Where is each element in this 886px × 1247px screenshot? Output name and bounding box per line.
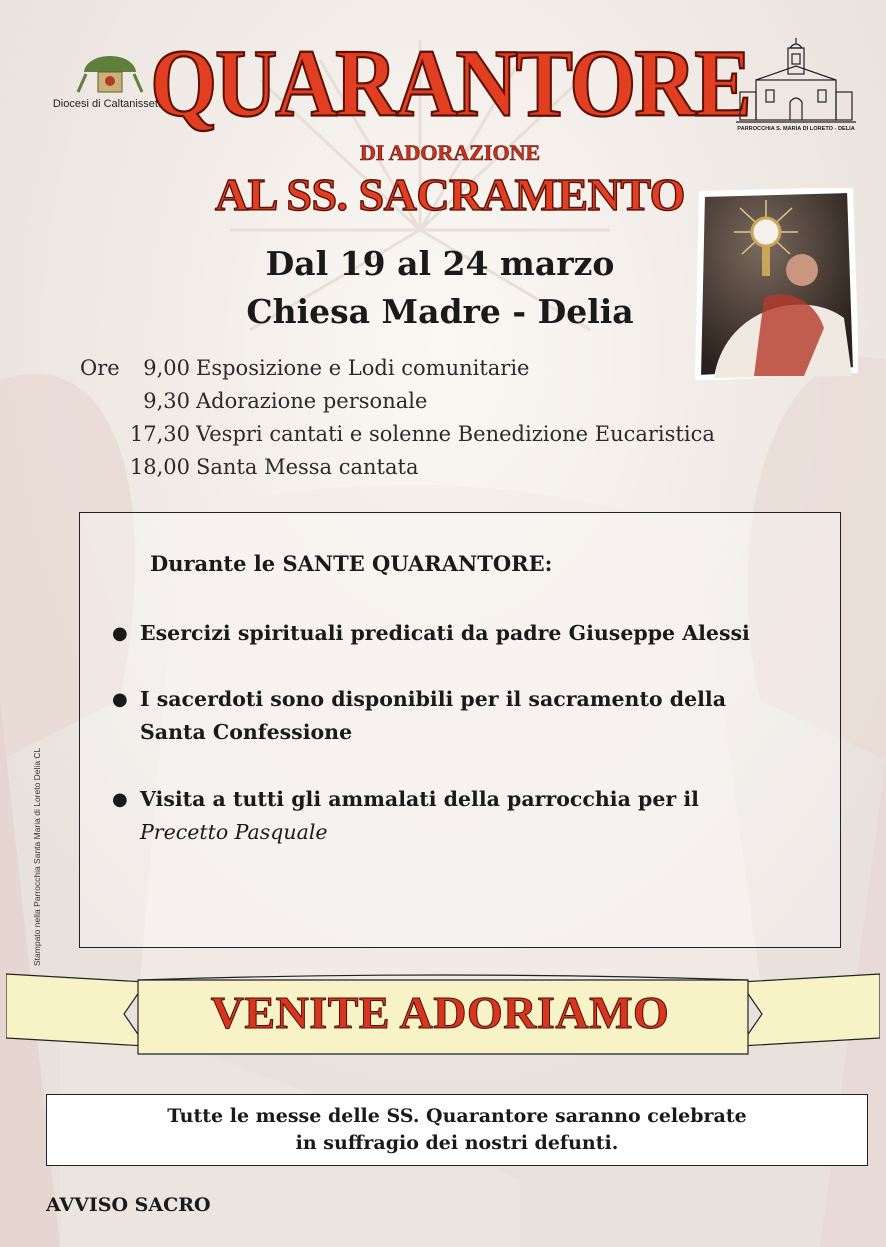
bullet-line: Santa Confessione — [140, 720, 353, 744]
date-range: Dal 19 al 24 marzo — [265, 244, 615, 283]
church-icon — [736, 36, 856, 124]
bullet-icon: ● — [112, 689, 128, 710]
page-title: QUARANTORE — [150, 29, 750, 137]
footer-line: Tutte le messe delle SS. Quarantore saranno celebrate — [167, 1105, 747, 1127]
schedule-row — [80, 418, 840, 451]
schedule-time: 9,30 — [143, 389, 190, 413]
schedule-time: 9,00 — [143, 356, 190, 380]
notice-label: AVVISO SACRO — [46, 1194, 211, 1216]
schedule-desc: Santa Messa cantata — [196, 455, 419, 479]
info-heading: Durante le SANTE QUARANTORE: — [150, 551, 553, 576]
event-dates — [180, 240, 700, 336]
bullet-line: I sacerdoti sono disponibili per il sacramento della — [140, 687, 726, 711]
schedule-desc: Esposizione e Lodi comunitarie — [196, 356, 530, 380]
bullet-text: Esercizi spirituali predicati da padre Giuseppe Alessi — [140, 621, 750, 645]
schedule-time: 17,30 — [129, 422, 190, 446]
footer-line: in suffragio dei nostri defunti. — [295, 1132, 619, 1154]
schedule-time: 18,00 — [129, 455, 190, 479]
schedule-desc: Vespri cantati e solenne Benedizione Eucaristica — [196, 422, 715, 446]
bullet-line: Visita a tutti gli ammalati della parrocchia per il — [140, 787, 699, 811]
info-box — [79, 512, 841, 948]
schedule-list — [80, 352, 840, 484]
schedule-row — [80, 385, 840, 418]
schedule-row — [80, 451, 840, 484]
schedule-desc: Adorazione personale — [196, 389, 428, 413]
parish-caption: PARROCCHIA S. MARIA DI LORETO - DELIA — [737, 126, 855, 132]
event-place: Chiesa Madre - Delia — [246, 292, 634, 331]
diocese-caption: Diocesi di Caltanissetta — [52, 98, 168, 110]
title-subtitle: DI ADORAZIONE — [359, 140, 541, 165]
bullet-text — [140, 783, 820, 849]
bullet-text — [140, 683, 820, 749]
printer-note: Stampato nella Parrocchia Santa Maria di Loreto Delia CL — [32, 747, 42, 966]
parish-logo — [736, 36, 856, 146]
bullet-line-italic: Precetto Pasquale — [140, 820, 328, 844]
title-sacramento: AL SS. SACRAMENTO — [215, 169, 685, 220]
bullet-icon: ● — [112, 623, 128, 644]
banner-text: VENITE ADORIAMO — [210, 987, 670, 1038]
bullet-icon: ● — [112, 789, 128, 810]
schedule-row — [80, 352, 840, 385]
footer-box — [46, 1094, 868, 1166]
schedule-prefix: Ore — [80, 356, 120, 380]
